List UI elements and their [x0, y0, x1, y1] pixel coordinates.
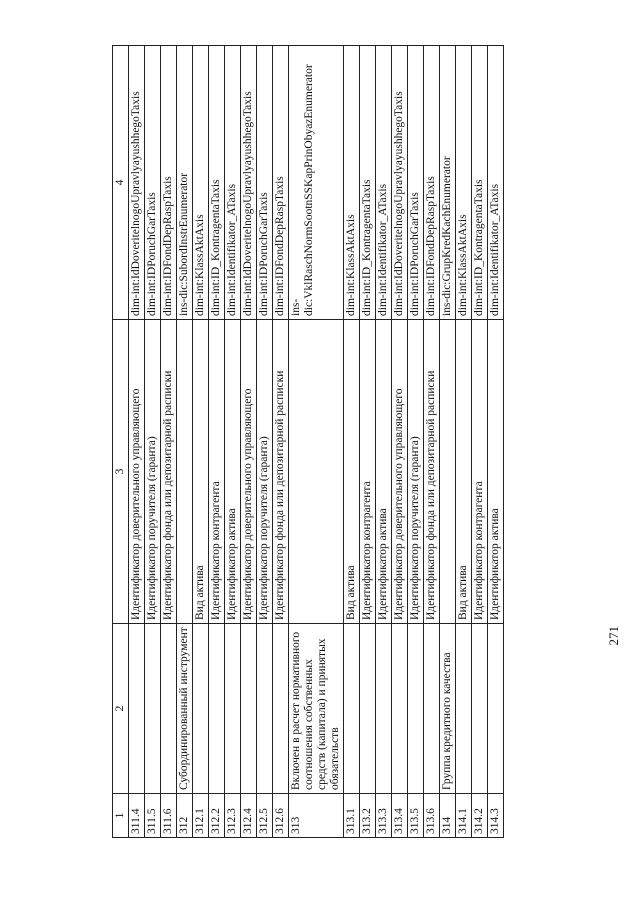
cell-c1: 314.1: [456, 794, 472, 838]
cell-c3: Идентификатор актива: [225, 320, 241, 624]
cell-c2: [257, 624, 273, 794]
cell-c3: [289, 320, 344, 624]
cell-c2: [225, 624, 241, 794]
table-body: [113, 46, 504, 838]
header-cell-4: 4: [113, 46, 129, 320]
table-row: [257, 46, 273, 838]
cell-c3: Идентификатор актива: [376, 320, 392, 624]
cell-c3: Идентификатор фонда или депозитарной расписки: [424, 320, 440, 624]
taxonomy-table: [112, 45, 504, 838]
table-row: [273, 46, 289, 838]
cell-c4: dim-int:IdDoveritelnogoUpravlyayushhegoTaxis: [129, 46, 145, 320]
table-row: [145, 46, 161, 838]
table-row: [440, 46, 456, 838]
cell-c4: dim-int:Identifikator_ATaxis: [376, 46, 392, 320]
cell-c1: 312.2: [209, 794, 225, 838]
cell-c4: dim-int:Identifikator_ATaxis: [225, 46, 241, 320]
cell-c2: Субординированный инструмент: [177, 624, 193, 794]
cell-c1: 312.3: [225, 794, 241, 838]
cell-c2: [209, 624, 225, 794]
cell-c2: [193, 624, 209, 794]
cell-c3: Идентификатор доверительного управляющего: [129, 320, 145, 624]
cell-c4: dim-int:IDPoruchGarTaxis: [408, 46, 424, 320]
cell-c3: Идентификатор актива: [488, 320, 504, 624]
cell-c3: Идентификатор контрагента: [209, 320, 225, 624]
cell-c1: 313.2: [360, 794, 376, 838]
cell-c1: 313.1: [344, 794, 360, 838]
cell-c2: [360, 624, 376, 794]
cell-c3: Идентификатор доверительного управляющего: [241, 320, 257, 624]
table-row: [472, 46, 488, 838]
cell-c2: [456, 624, 472, 794]
cell-c4: dim-int:IDFondDepRaspTaxis: [273, 46, 289, 320]
cell-c3: [177, 320, 193, 624]
table-row: [161, 46, 177, 838]
table-row: [289, 46, 344, 838]
header-cell-3: 3: [113, 320, 129, 624]
cell-c3: Идентификатор фонда или депозитарной расписки: [161, 320, 177, 624]
cell-c1: 312.6: [273, 794, 289, 838]
cell-c4: dim-int:IdDoveritelnogoUpravlyayushhegoTaxis: [392, 46, 408, 320]
cell-c2: [129, 624, 145, 794]
cell-c2: [424, 624, 440, 794]
cell-c2: [392, 624, 408, 794]
cell-c2: [241, 624, 257, 794]
cell-c1: 312.4: [241, 794, 257, 838]
cell-c2: Включен в расчет нормативного соотношения собственных средств (капитала) и принятых обязательств: [289, 624, 344, 794]
table-row: [456, 46, 472, 838]
cell-c1: 313.3: [376, 794, 392, 838]
header-cell-1: 1: [113, 794, 129, 838]
table-row: [360, 46, 376, 838]
cell-c2: [161, 624, 177, 794]
cell-c1: 313.4: [392, 794, 408, 838]
cell-c4: dim-int:IdDoveritelnogoUpravlyayushhegoTaxis: [241, 46, 257, 320]
cell-c2: [488, 624, 504, 794]
table-row: [193, 46, 209, 838]
cell-c1: 311.5: [145, 794, 161, 838]
cell-c4: dim-int:IDFondDepRaspTaxis: [424, 46, 440, 320]
cell-c1: 313: [289, 794, 344, 838]
cell-c2: Группа кредитного качества: [440, 624, 456, 794]
header-cell-2: 2: [113, 624, 129, 794]
table-row: [376, 46, 392, 838]
cell-c4: dim-int:IDPoruchGarTaxis: [145, 46, 161, 320]
cell-c3: Идентификатор контрагента: [472, 320, 488, 624]
cell-c3: [440, 320, 456, 624]
table-header-row: [113, 46, 129, 838]
cell-c4: ins-dic:SubordInstrEnumerator: [177, 46, 193, 320]
table-row: [392, 46, 408, 838]
cell-c1: 313.6: [424, 794, 440, 838]
cell-c3: Идентификатор поручителя (гаранта): [408, 320, 424, 624]
cell-c1: 314: [440, 794, 456, 838]
cell-c4: ins-dic:GrupKredKachEnumerator: [440, 46, 456, 320]
cell-c2: [344, 624, 360, 794]
cell-c3: Вид актива: [456, 320, 472, 624]
cell-c3: Идентификатор фонда или депозитарной расписки: [273, 320, 289, 624]
cell-c4: dim-int:ID_KontragentaTaxis: [209, 46, 225, 320]
table-row: [129, 46, 145, 838]
rotated-table-container: [112, 46, 589, 838]
cell-c3: Вид актива: [193, 320, 209, 624]
cell-c3: Идентификатор поручителя (гаранта): [145, 320, 161, 624]
cell-c2: [273, 624, 289, 794]
cell-c1: 312: [177, 794, 193, 838]
table-row: [488, 46, 504, 838]
cell-c3: Идентификатор контрагента: [360, 320, 376, 624]
table-row: [177, 46, 193, 838]
table-row: [408, 46, 424, 838]
table-row: [225, 46, 241, 838]
table-row: [241, 46, 257, 838]
page-number: 271: [606, 626, 621, 646]
cell-c1: 314.3: [488, 794, 504, 838]
cell-c4: ins-dic:VklRaschNormSootnSSKapPrinObyazEnumerator: [289, 46, 344, 320]
cell-c4: dim-int:KlassAktAxis: [193, 46, 209, 320]
cell-c4: dim-int:ID_KontragentaTaxis: [360, 46, 376, 320]
table-row: [209, 46, 225, 838]
cell-c2: [472, 624, 488, 794]
cell-c3: Вид актива: [344, 320, 360, 624]
cell-c2: [145, 624, 161, 794]
cell-c4: dim-int:ID_KontragentaTaxis: [472, 46, 488, 320]
cell-c4: dim-int:Identifikator_ATaxis: [488, 46, 504, 320]
cell-c1: 311.4: [129, 794, 145, 838]
cell-c1: 313.5: [408, 794, 424, 838]
cell-c3: Идентификатор доверительного управляющего: [392, 320, 408, 624]
cell-c1: 312.5: [257, 794, 273, 838]
cell-c3: Идентификатор поручителя (гаранта): [257, 320, 273, 624]
cell-c4: dim-int:KlassAktAxis: [344, 46, 360, 320]
cell-c2: [408, 624, 424, 794]
table-row: [424, 46, 440, 838]
cell-c1: 314.2: [472, 794, 488, 838]
table-row: [344, 46, 360, 838]
cell-c1: 312.1: [193, 794, 209, 838]
cell-c4: dim-int:IDFondDepRaspTaxis: [161, 46, 177, 320]
cell-c4: dim-int:IDPoruchGarTaxis: [257, 46, 273, 320]
cell-c4: dim-int:KlassAktAxis: [456, 46, 472, 320]
cell-c1: 311.6: [161, 794, 177, 838]
cell-c2: [376, 624, 392, 794]
